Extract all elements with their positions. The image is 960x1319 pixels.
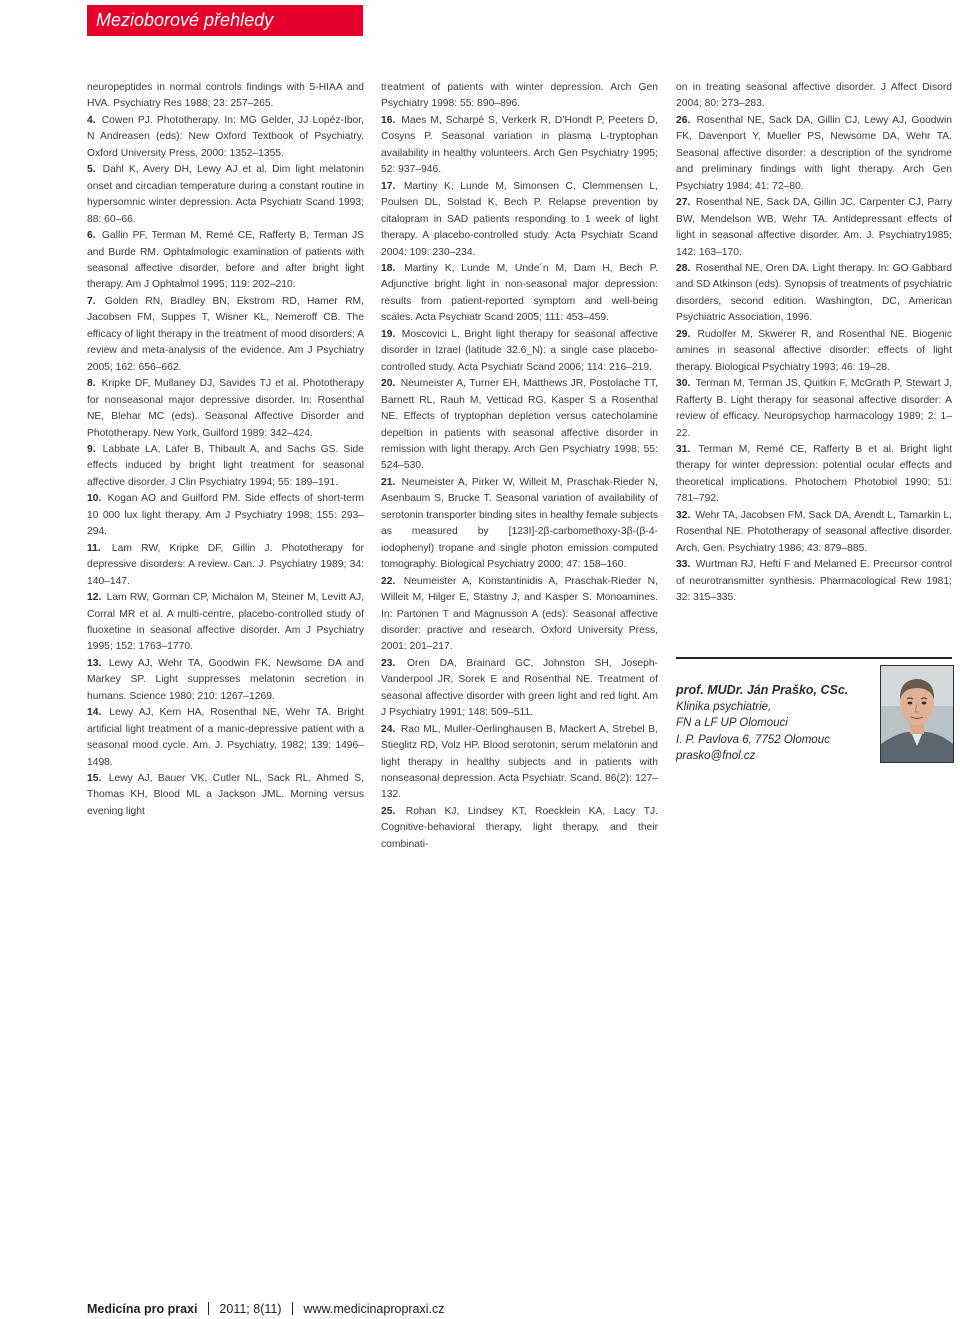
reference-number: 10. bbox=[87, 493, 102, 505]
reference-text: Kripke DF, Mullaney DJ, Savides TJ et al. Phototherapy for nonseasonal major depressive disorder. In: Rosenthal NE, Blehar MC (eds). Seasonal Affective Disorder and Phototherapy. New York, Guilford 1989: 342–424. bbox=[87, 378, 364, 439]
footer-issue: 2011; 8(11) bbox=[219, 1302, 282, 1316]
reference-text: Martiny K, Lunde M, Simonsen C, Clemmensen L, Poulsen DL, Solstad K, Bech P. Relapse prevention by citalopram in SAD patients responding to 1 week of light therapy. A placebo-controlled study. Acta Psychiatr Scand 2004: 109: 230–234. bbox=[381, 180, 658, 258]
reference-number: 15. bbox=[87, 773, 102, 785]
reference-text: Kogan AO and Guilford PM. Side effects of short-term 10 000 lux light therapy. Am J Psychiatry 1998; 155: 293–294. bbox=[87, 493, 364, 538]
reference-number: 4. bbox=[87, 114, 96, 126]
reference-number: 8. bbox=[87, 378, 96, 390]
reference-number: 5. bbox=[87, 164, 96, 176]
reference-text: Labbate LA, Lafer B, Thibault A, and Sachs GS. Side effects induced by bright light treatment for seasonal affective disorder. J Clin Psychiatry 1994; 55: 189–191. bbox=[87, 443, 364, 488]
reference-number: 6. bbox=[87, 230, 96, 242]
reference-item bbox=[381, 80, 658, 113]
reference-text: Rosenthal NE, Sack DA, Gillin CJ, Lewy AJ, Goodwin FK, Davenport Y, Mueller PS, Newsome DA, Wehr TA. Seasonal affective disorder: a description of the syndrome and preliminary findings with light therapy. Arch Gen Psychiatry 1984; 41: 72–80. bbox=[676, 114, 952, 192]
reference-item bbox=[381, 179, 658, 261]
reference-number: 14. bbox=[87, 707, 102, 719]
reference-item bbox=[381, 656, 658, 722]
author-photo bbox=[880, 665, 954, 763]
reference-number: 31. bbox=[676, 443, 691, 455]
reference-item bbox=[87, 228, 364, 294]
reference-text: Maes M, Scharpé S, Verkerk R, D’Hondt P, Peeters D, Cosyns P. Seasonal variation in plasma L-tryptophan availability in healthy volunteers. Arch Gen Psychiatry 1995; 52: 937–946. bbox=[381, 114, 658, 176]
reference-item bbox=[87, 162, 364, 228]
reference-text: Golden RN, Bradley BN, Ekstrom RD, Hamer RM, Jacobsen FM, Suppes T, Wisner KL, Nemeroff CB. The efficacy of light therapy in the treatment of mood disorders: A review and meta-analysis of the evidence. Am J Psychiatry 2005; 162: 656–662. bbox=[87, 295, 364, 373]
section-title: Mezioborové přehledy bbox=[96, 10, 274, 30]
reference-text: Rohan KJ, Lindsey KT, Roecklein KA, Lacy TJ. Cognitive-behavioral therapy, light therapy, and their combinati- bbox=[381, 805, 658, 850]
reference-number: 28. bbox=[676, 262, 691, 274]
reference-number: 20. bbox=[381, 378, 396, 390]
reference-number: 19. bbox=[381, 328, 396, 340]
reference-item bbox=[87, 656, 364, 705]
reference-text: Neumeister A, Konstantinidis A, Praschak-Rieder N, Willeit M, Hilger E, Stastny J, and Kasper S. Monoamines. In: Partonen T and Magnusson A (eds): Seasonal affective disorder: practive and research. Oxford University Press, 2001: 201–217. bbox=[381, 575, 658, 653]
reference-number: 21. bbox=[381, 476, 396, 488]
reference-text: Cowen PJ. Phototherapy. In: MG Gelder, JJ Lopéz-Ibor, N Andreasen (eds): New Oxford Textbook of Psychiatry. Oxford University Press, 2000: 1352–1355. bbox=[87, 114, 364, 159]
reference-text: Dahl K, Avery DH, Lewy AJ et al. Dim light melatonin onset and circadian temperature during a constant routine in hypersomnic winter depression. Acta Psychiatr Scand 1993; 88: 60–66. bbox=[87, 164, 364, 225]
reference-number: 12. bbox=[87, 592, 102, 604]
reference-item bbox=[87, 442, 364, 491]
author-name: prof. MUDr. Ján Praško, CSc. bbox=[676, 683, 849, 697]
footer-website[interactable]: www.medicinapropraxi.cz bbox=[303, 1302, 445, 1316]
reference-number: 17. bbox=[381, 180, 396, 192]
author-portrait-image bbox=[881, 666, 953, 762]
reference-text: Lam RW, Kripke DF, Gillin J. Phototherapy for depressive disorders: A review. Can. J. Psychiatry 1989; 34: 140–147. bbox=[87, 542, 364, 587]
references-column-3 bbox=[676, 80, 952, 607]
reference-item bbox=[381, 475, 658, 574]
references-column-1 bbox=[87, 80, 364, 820]
reference-text: Neumeister A, Pirker W, Willeit M, Praschak-Rieder N, Asenbaum S, Brucke T. Seasonal variation of availability of serotonin transporter binding sites in healthy female subjects as measured by [123I]-2β-carbomethoxy-3β-(β-4-iodophenyl) tropane and single photon emission computed tomography. Biological Psychiatry 2000; 47: 158–160. bbox=[381, 476, 658, 571]
reference-text: Lam RW, Gorman CP, Michalon M, Steiner M, Levitt AJ, Corral MR et al. A multi-centre, placebo-controlled study of fluoxetine in seasonal affective disorder. Am J Psychiatry 1995; 152: 1763–1770. bbox=[87, 592, 364, 653]
reference-text: Oren DA, Brainard GC, Johnston SH, Joseph-Vanderpool JR, Sorek E and Rosenthal NE. Treatment of seasonal affective disorder with green light and red light. Am J Psychiatry 1991; 148: 509–511. bbox=[381, 657, 658, 719]
reference-number: 27. bbox=[676, 197, 691, 209]
reference-number: 18. bbox=[381, 262, 396, 274]
reference-number: 24. bbox=[381, 723, 396, 735]
reference-text: Lewy AJ, Bauer VK, Cutler NL, Sack RL, Ahmed S, Thomas KH, Blood ML a Jackson JML. Morning versus evening light bbox=[87, 773, 364, 817]
reference-item bbox=[381, 722, 658, 804]
reference-item bbox=[676, 376, 952, 442]
reference-number: 16. bbox=[381, 114, 396, 126]
reference-item bbox=[87, 771, 364, 820]
reference-item bbox=[676, 113, 952, 195]
reference-number: 33. bbox=[676, 559, 691, 571]
reference-text: Rosenthal NE, Oren DA. Light therapy. In: GO Gabbard and SD Atkinson (eds). Synopsis of treatments of psychiatric disorders, second edition. Washington, DC, American Psychiatric Association, 1996. bbox=[676, 262, 952, 324]
reference-text: Wehr TA, Jacobsen FM, Sack DA, Arendt L, Tamarkin L, Rosenthal NE. Phototherapy of seasonal affective disorder. Arch. Gen. Psychiatry 1986; 43: 879–885. bbox=[676, 509, 952, 554]
reference-item bbox=[87, 705, 364, 771]
reference-number: 23. bbox=[381, 657, 396, 669]
reference-number: 30. bbox=[676, 378, 691, 390]
reference-item bbox=[87, 80, 364, 113]
reference-number: 9. bbox=[87, 443, 96, 455]
author-email[interactable]: prasko@fnol.cz bbox=[676, 750, 756, 762]
reference-number: 32. bbox=[676, 509, 691, 521]
reference-item bbox=[676, 80, 952, 113]
reference-text: Martiny K, Lunde M, Unde´n M, Dam H, Bech P. Adjunctive bright light in non-seasonal major depression: results from patient-reported symptom and well-being scales. Acta Psychiatr Scand 2005; 111: 453–459. bbox=[381, 262, 658, 324]
footer-separator bbox=[292, 1302, 293, 1315]
reference-number: 7. bbox=[87, 295, 96, 307]
reference-item bbox=[381, 261, 658, 327]
reference-number: 26. bbox=[676, 114, 691, 126]
reference-item bbox=[676, 195, 952, 261]
reference-item bbox=[381, 804, 658, 853]
author-institution: FN a LF UP Olomouci bbox=[676, 717, 788, 729]
reference-item bbox=[381, 113, 658, 179]
references-column-2 bbox=[381, 80, 658, 853]
reference-text: Rosenthal NE, Sack DA, Gillin JC, Carpenter CJ, Parry BW, Mendelson WB, Wehr TA. Antidepressant effects of light in seasonal affective disorder. Am. J. Psychiatry1985; 142: 163–170. bbox=[676, 197, 952, 258]
reference-text: Lewy AJ, Wehr TA, Goodwin FK, Newsome DA and Markey SP. Light suppresses melatonin secretion in humans. Science 1980; 210: 1267–1269. bbox=[87, 657, 364, 702]
reference-item bbox=[87, 541, 364, 590]
reference-text: Rudolfer M, Skwerer R, and Rosenthal NE. Biogenic amines in seasonal affective disorder: effects of light therapy. Biological Psychiatry 1993; 46: 19–28. bbox=[676, 328, 952, 373]
reference-number: 22. bbox=[381, 575, 396, 587]
author-department: Klinika psychiatrie, bbox=[676, 700, 772, 713]
reference-item bbox=[676, 508, 952, 557]
author-divider bbox=[676, 657, 952, 659]
reference-item bbox=[676, 557, 952, 606]
reference-item bbox=[87, 113, 364, 162]
reference-text: Moscovici L. Bright light therapy for seasonal affective disorder in Izrael (latitude 32.6_N): a single case placebo-controlled study. Acta Psychiatr Scand 2006; 114: 216–219. bbox=[381, 328, 658, 373]
reference-item bbox=[676, 442, 952, 508]
reference-number: 13. bbox=[87, 657, 102, 669]
footer-journal: Medicína pro praxi bbox=[87, 1302, 198, 1316]
reference-item bbox=[381, 376, 658, 475]
reference-number: 29. bbox=[676, 328, 691, 340]
footer-separator bbox=[208, 1302, 209, 1315]
reference-text: Rao ML, Muller-Oerlinghausen B, Mackert A, Strebel B, Stieglitz RD, Volz HP. Blood serotonin, serum melatonin and light therapy in healthy subjects and in patients with nonseasonal depression. Acta Psychiatr. Scand. 86(2): 127–132. bbox=[381, 723, 658, 801]
reference-text: Gallin PF, Terman M, Remé CE, Rafferty B, Terman JS and Burde RM. Ophtalmologic examination of patients with seasonal affective disorder, before and after bright light therapy. Am J Ophtalmol 1995; 119: 202–210. bbox=[87, 230, 364, 291]
reference-item bbox=[676, 261, 952, 327]
reference-item bbox=[381, 574, 658, 656]
reference-text: Terman M, Remé CE, Rafferty B et al. Bright light therapy for winter depression: potential ocular effects and theoretical implications. Photochem Photobiol 1990; 51: 781–792. bbox=[676, 443, 952, 505]
reference-text: Lewy AJ, Kern HA, Rosenthal NE, Wehr TA. Bright artificial light treatment of a manic-depressive patient with a seasonal mood cycle. Am. J. Psychiatry, 1982; 139: 1496–1498. bbox=[87, 707, 364, 768]
reference-item bbox=[381, 327, 658, 376]
reference-item bbox=[87, 294, 364, 376]
reference-text: Terman M, Terman JS, Quitkin F, McGrath P, Stewart J, Rafferty B. Light therapy for seasonal affective disorder: A review of efficacy. Neuropsychop harmacology 1989; 2: 1–22. bbox=[676, 378, 952, 439]
author-contact bbox=[676, 682, 876, 765]
reference-item bbox=[87, 491, 364, 540]
page-footer bbox=[87, 1302, 445, 1316]
reference-text: treatment of patients with winter depression. Arch Gen Psychiatry 1998: 55: 890–896. bbox=[381, 82, 658, 110]
reference-text: Wurtman RJ, Hefti F and Melamed E. Precursor control of neurotransmitter synthesis. Pharmacological Rew 1981; 32: 315–335. bbox=[676, 559, 952, 604]
reference-item bbox=[87, 590, 364, 656]
reference-number: 25. bbox=[381, 805, 396, 817]
section-header bbox=[87, 5, 363, 36]
reference-number: 11. bbox=[87, 542, 101, 554]
reference-text: Neumeister A, Turner EH, Matthews JR, Postolache TT, Barnett RL, Rauh M, Vetticad RG, Kasper S a Rosenthal NE. Effects of tryptophan depletion versus catecholamine depeltion in patients with seasonal affective disorder in remission with light therapy. Arch Gen Psychiatry 1998: 55: 524–530. bbox=[381, 378, 658, 472]
reference-item bbox=[676, 327, 952, 376]
reference-item bbox=[87, 376, 364, 442]
reference-text: on in treating seasonal affective disorder. J Affect Disord 2004; 80: 273–283. bbox=[676, 82, 952, 110]
author-address: I. P. Pavlova 6, 7752 Olomouc bbox=[676, 733, 830, 746]
reference-text: neuropeptides in normal controls findings with 5-HIAA and HVA. Psychiatry Res 1988; 23: 257–265. bbox=[87, 82, 364, 110]
